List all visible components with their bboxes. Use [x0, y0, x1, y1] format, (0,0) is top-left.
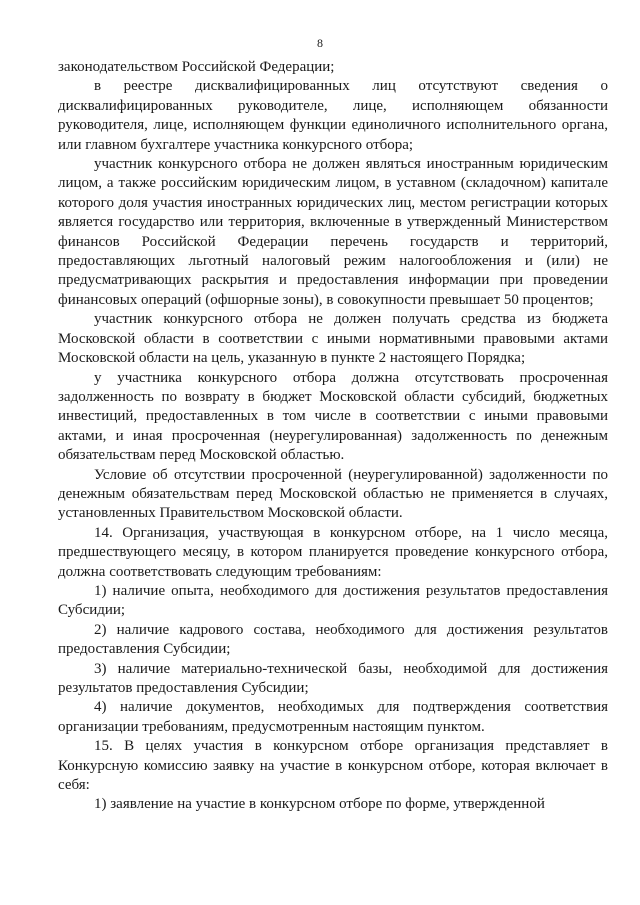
paragraph-law-end: законодательством Российской Федерации;: [58, 59, 335, 75]
paragraph-req-4: 4) наличие документов, необходимых для подтверждения соответствия организации требованиям, предусмотренным настоящим пунктом.: [58, 699, 608, 735]
paragraph-item-15: 15. В целях участия в конкурсном отборе организация представляет в Конкурсную комиссию заявку на участие в конкурсном отборе, которая включает в себя:: [58, 738, 608, 794]
paragraph-item-15-1: 1) заявление на участие в конкурсном отборе по форме, утвержденной: [94, 796, 545, 813]
paragraph-req-3: 3) наличие материально-технической базы, необходимой для достижения результатов предоставления Субсидии;: [58, 660, 608, 696]
paragraph-no-overdue-debt: у участника конкурсного отбора должна отсутствовать просроченная задолженность по возврату в бюджет Московской области субсидий, бюджетных инвестиций, предоставленных в том числе в соответствии с иными правовыми актами, и иная просроченная (неурегулированная) задолженность по денежным обязательствам перед Московской областью.: [58, 369, 608, 464]
paragraph-item-14: 14. Организация, участвующая в конкурсном отборе, на 1 число месяца, предшествующего месяцу, в котором планируется проведение конкурсного отбора, должна соответствовать следующим требованиям:: [58, 524, 608, 580]
paragraph-debt-condition: Условие об отсутствии просроченной (неурегулированной) задолженности по денежным обязательствам перед Московской областью не применяется в случаях, установленных Правительством Московской области.: [58, 466, 608, 522]
paragraph-req-2: 2) наличие кадрового состава, необходимого для достижения результатов предоставления Субсидии;: [58, 621, 608, 658]
paragraph-disqualified-registry: в реестре дисквалифицированных лиц отсутствуют сведения о дисквалифицированных руководителе, лице, исполняющем обязанности руководителя, лице, исполняющем функции единоличного исполнительного органа, или главном бухгалтере участника конкурсного отбора;: [58, 78, 608, 153]
body-text: [58, 58, 608, 815]
paragraph-no-other-funds: участник конкурсного отбора не должен получать средства из бюджета Московской области в соответствии с иными нормативными правовыми актами Московской области на цель, указанную в пункте 2 настоящего Порядка;: [58, 311, 608, 367]
paragraph-foreign-entity: участник конкурсного отбора не должен являться иностранным юридическим лицом, а также российским юридическим лицом, в уставном (складочном) капитале которого доля участия иностранных юридических лиц, местом регистрации которых является государство или территория, включенные в утвержденный Министерством финансов Российской Федерации перечень государств и территорий, предоставляющих льготный налоговый режим налогообложения и (или) не предусматривающих раскрытия и предоставления информации при проведении финансовых операций (офшорные зоны), в совокупности превышает 50 процентов;: [58, 156, 608, 308]
page-number: 8: [317, 36, 323, 50]
paragraph-req-1: 1) наличие опыта, необходимого для достижения результатов предоставления Субсидии;: [58, 582, 608, 619]
